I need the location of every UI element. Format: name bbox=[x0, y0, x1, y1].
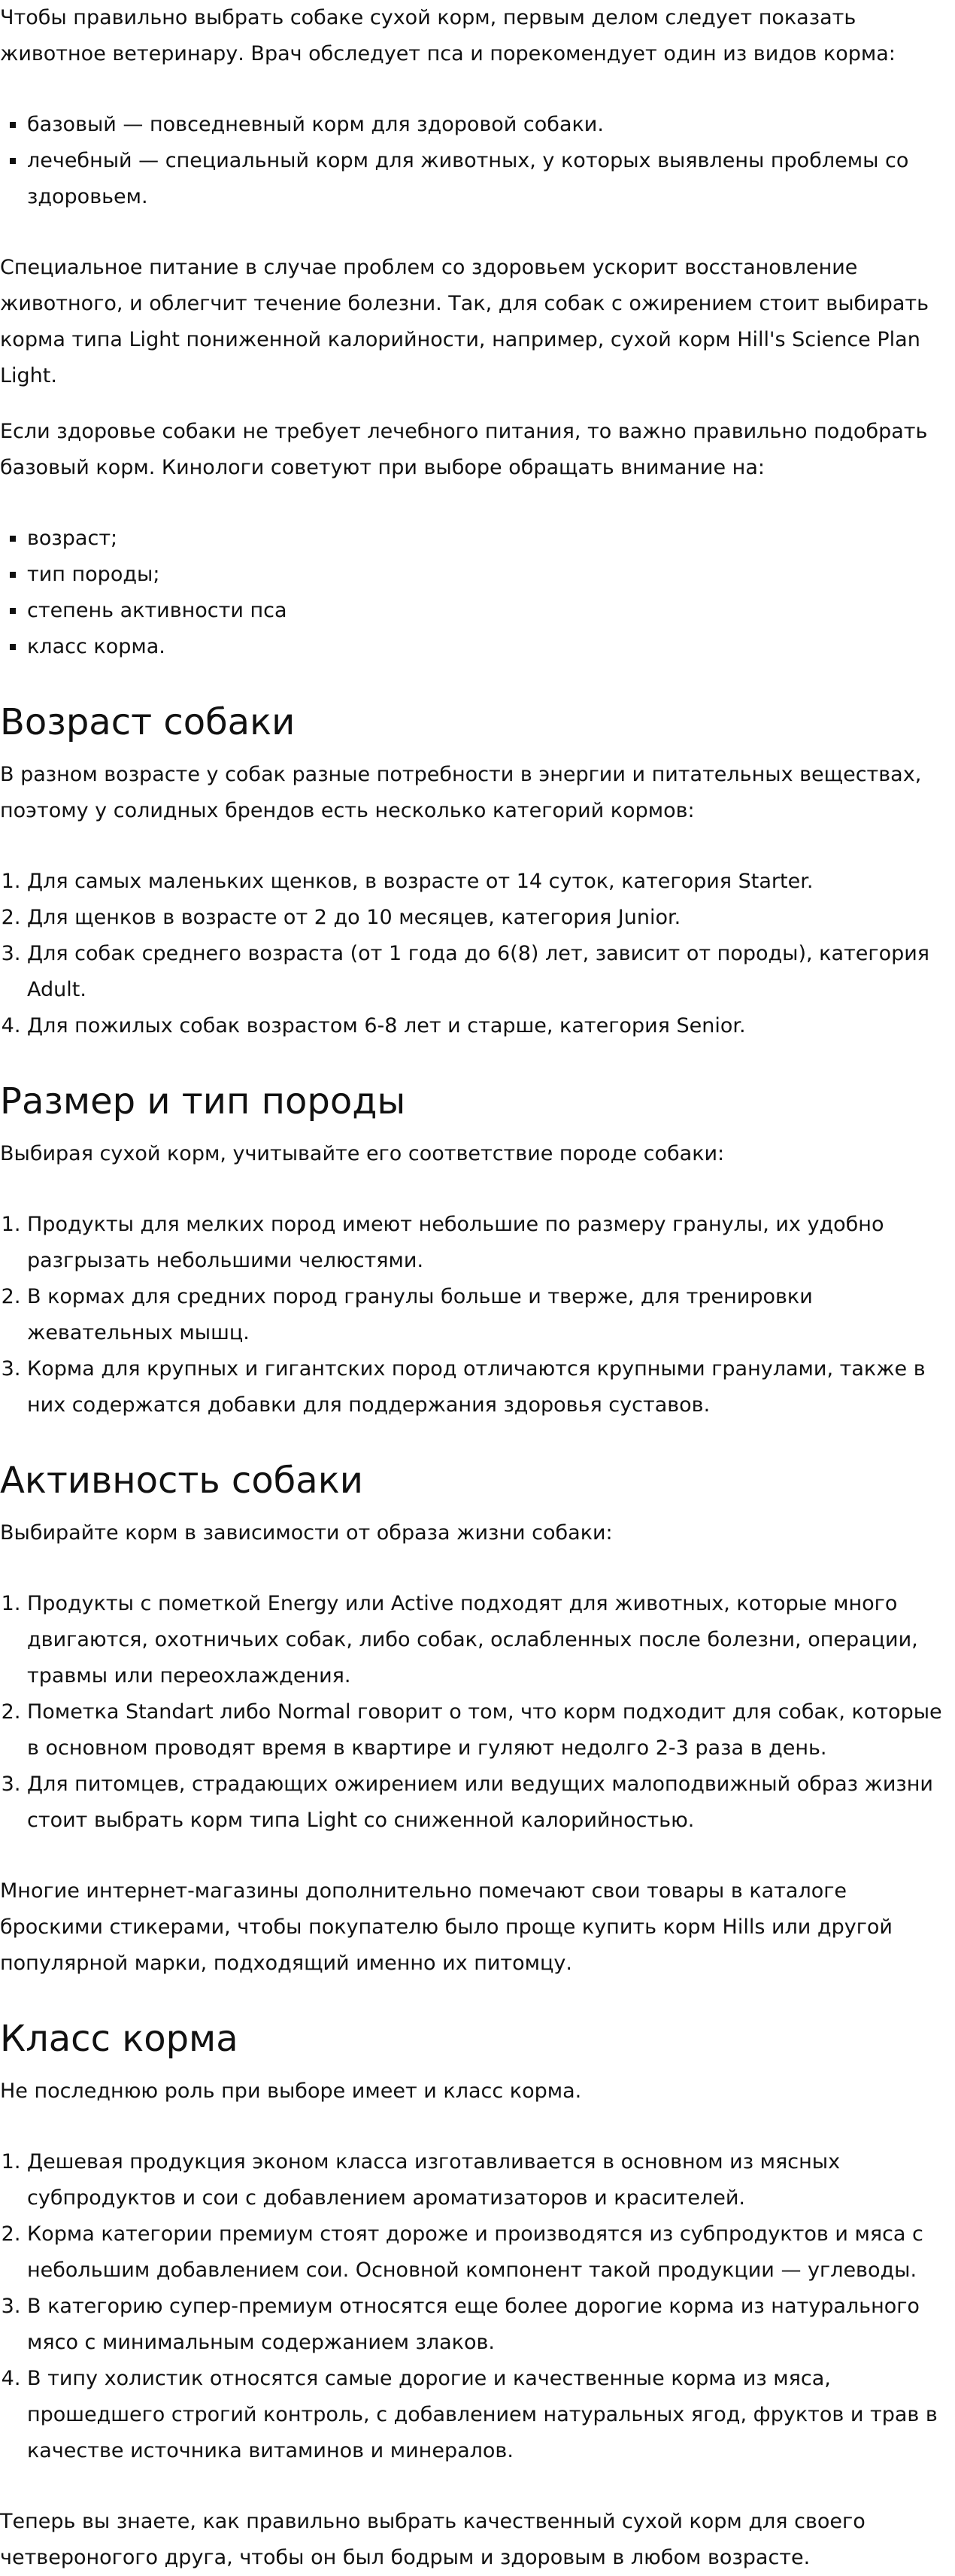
list-item: 3. В категорию супер-премиум относятся еще более дорогие корма из натурального мясо с минимальным содержанием злаков. bbox=[27, 2289, 955, 2361]
criteria-list bbox=[0, 521, 955, 665]
intro-paragraph: Чтобы правильно выбрать собаке сухой корм, первым делом следует показать животное ветеринару. Врач обследует пса и порекомендует один из видов корма: bbox=[0, 6, 896, 65]
age-list bbox=[0, 864, 955, 1044]
special-food-paragraph: Специальное питание в случае проблем со здоровьем ускорит восстановление животного, и облегчит течение болезни. Так, для собак с ожирением стоит выбирать корма типа Light пониженной калорийности, например, сухой корм Hill's Science Plan Light. bbox=[0, 256, 929, 387]
class-list bbox=[0, 2144, 955, 2469]
size-list bbox=[0, 1207, 955, 1423]
list-item: ▪ лечебный — специальный корм для животных, у которых выявлены проблемы со здоровьем. bbox=[27, 143, 955, 215]
class-paragraph: Не последнюю роль при выборе имеет и класс корма. bbox=[0, 2079, 582, 2103]
list-item: 1. Дешевая продукция эконом класса изготавливается в основном из мясных субпродуктов и сои с добавлением ароматизаторов и красителей. bbox=[27, 2144, 955, 2216]
shops-paragraph: Многие интернет-магазины дополнительно помечают свои товары в каталоге броскими стикерами, чтобы покупателю было проще купить корм Hills или другой популярной марки, подходящий именно их питомцу. bbox=[0, 1879, 893, 1975]
conclusion-paragraph: Теперь вы знаете, как правильно выбрать качественный сухой корм для своего четвероногого друга, чтобы он был бодрым и здоровым в любом возрасте. bbox=[0, 2510, 866, 2569]
age-heading: Возраст собаки bbox=[0, 701, 296, 743]
list-item: 1. Продукты с пометкой Energy или Active подходят для животных, которые много двигаются, охотничьих собак, либо собак, ослабленных после болезни, операции, травмы или переохлаждения. bbox=[27, 1586, 955, 1694]
list-item: 2. Пометка Standart либо Normal говорит о том, что корм подходит для собак, которые в основном проводят время в квартире и гуляют недолго 2-3 раза в день. bbox=[27, 1694, 955, 1766]
activity-heading: Активность собаки bbox=[0, 1460, 363, 1502]
list-item: 4. Для пожилых собак возрастом 6-8 лет и старше, категория Senior. bbox=[27, 1008, 955, 1044]
list-item: ▪ возраст; bbox=[27, 521, 955, 557]
list-item: 3. Корма для крупных и гигантских пород отличаются крупными гранулами, также в них содержатся добавки для поддержания здоровья суставов. bbox=[27, 1351, 955, 1423]
list-item: 3. Для собак среднего возраста (от 1 года до 6(8) лет, зависит от породы), категория Adult. bbox=[27, 936, 955, 1008]
food-types-list bbox=[0, 107, 955, 215]
list-item: 3. Для питомцев, страдающих ожирением или ведущих малоподвижный образ жизни стоит выбрать корм типа Light со сниженной калорийностью. bbox=[27, 1766, 955, 1839]
list-item: 4. В типу холистик относятся самые дорогие и качественные корма из мяса, прошедшего строгий контроль, с добавлением натуральных ягод, фруктов и трав в качестве источника витаминов и минералов. bbox=[27, 2361, 955, 2469]
list-item: ▪ класс корма. bbox=[27, 629, 955, 665]
size-heading: Размер и тип породы bbox=[0, 1080, 406, 1122]
activity-paragraph: Выбирайте корм в зависимости от образа жизни собаки: bbox=[0, 1521, 613, 1545]
list-item: ▪ тип породы; bbox=[27, 557, 955, 593]
list-item: 1. Для самых маленьких щенков, в возрасте от 14 суток, категория Starter. bbox=[27, 864, 955, 900]
list-item: 2. Корма категории премиум стоят дороже и производятся из субпродуктов и мяса с небольшим добавлением сои. Основной компонент такой продукции — углеводы. bbox=[27, 2216, 955, 2289]
list-item: ▪ степень активности пса bbox=[27, 593, 955, 629]
size-paragraph: Выбирая сухой корм, учитывайте его соответствие породе собаки: bbox=[0, 1142, 725, 1165]
basic-food-paragraph: Если здоровье собаки не требует лечебного питания, то важно правильно подобрать базовый корм. Кинологи советуют при выборе обращать внимание на: bbox=[0, 420, 928, 479]
age-paragraph: В разном возрасте у собак разные потребности в энергии и питательных веществах, поэтому у солидных брендов есть несколько категорий кормов: bbox=[0, 763, 922, 822]
list-item: 2. Для щенков в возрасте от 2 до 10 месяцев, категория Junior. bbox=[27, 900, 955, 936]
list-item: ▪ базовый — повседневный корм для здоровой собаки. bbox=[27, 107, 955, 143]
activity-list bbox=[0, 1586, 955, 1839]
list-item: 1. Продукты для мелких пород имеют небольшие по размеру гранулы, их удобно разгрызать небольшими челюстями. bbox=[27, 1207, 955, 1279]
class-heading: Класс корма bbox=[0, 2018, 238, 2060]
list-item: 2. В кормах для средних пород гранулы больше и тверже, для тренировки жевательных мышц. bbox=[27, 1279, 955, 1351]
